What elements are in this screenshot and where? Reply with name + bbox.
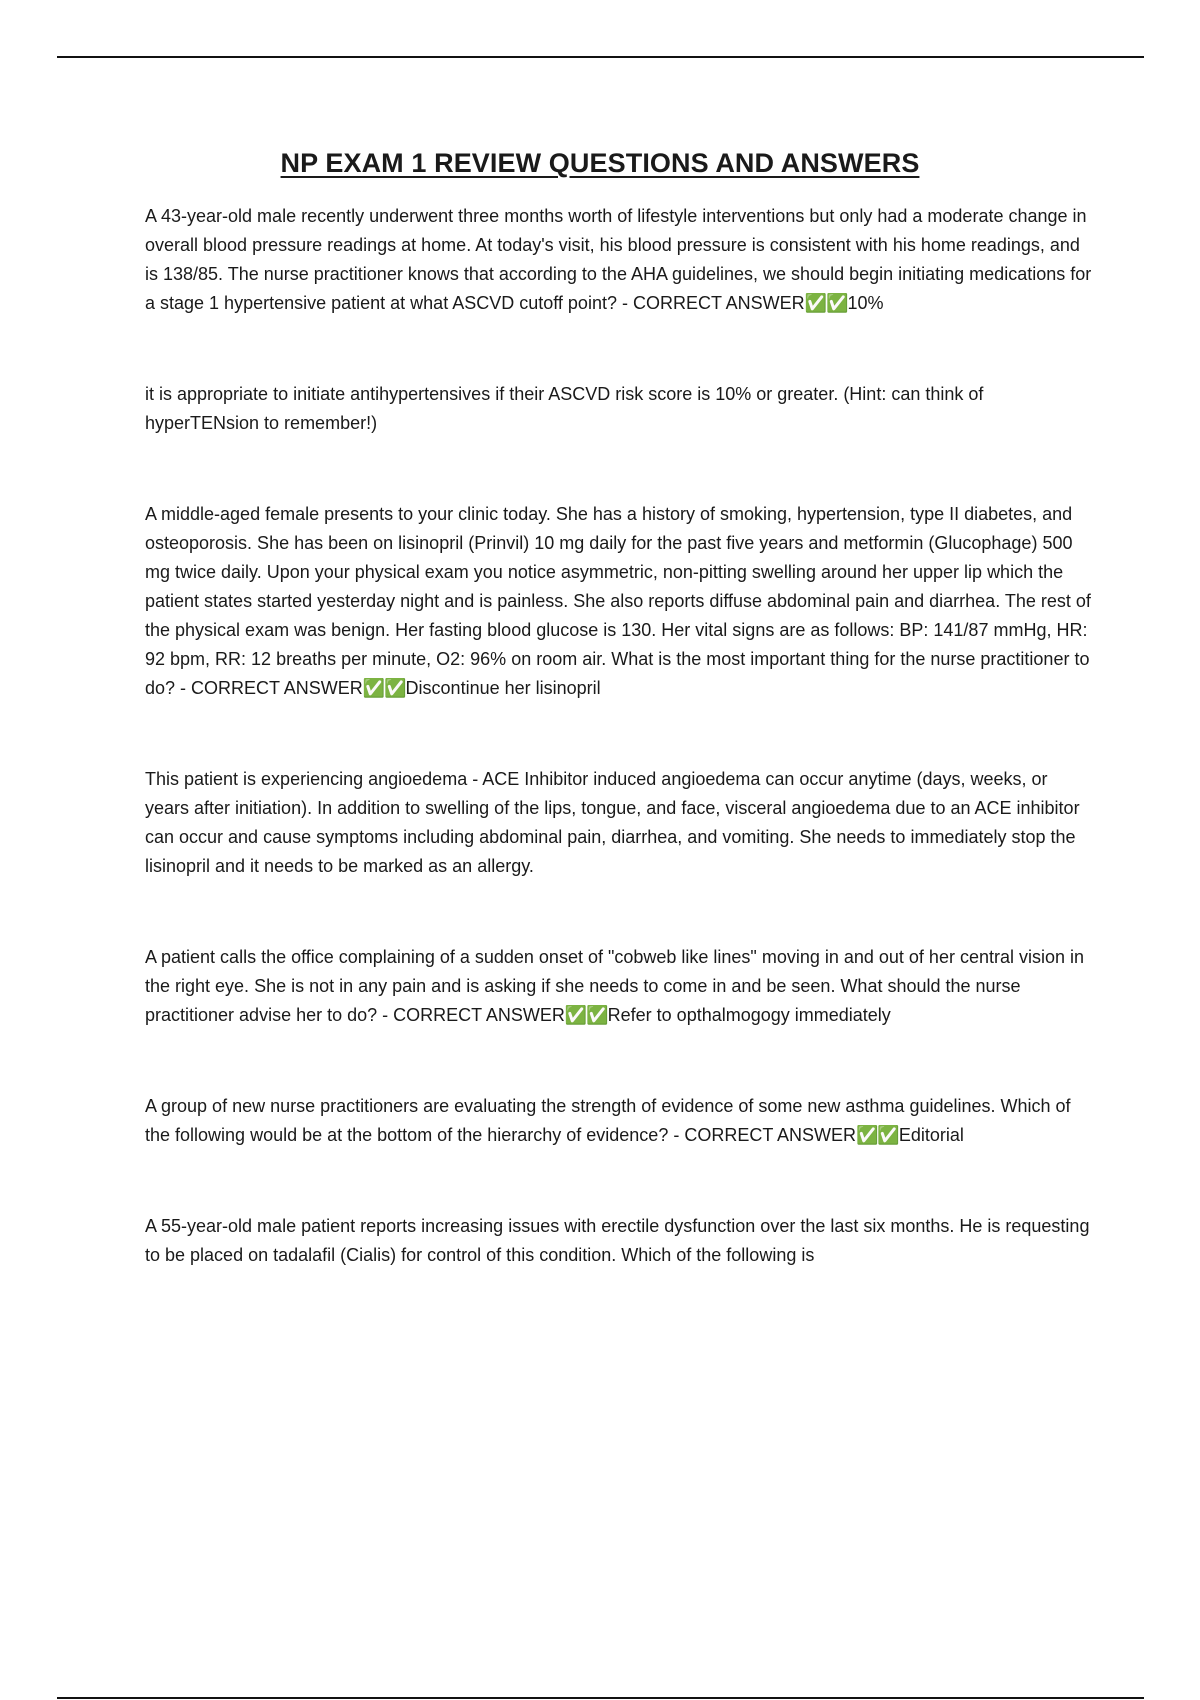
question-4-text: A group of new nurse practitioners are evaluating the strength of evidence of some new asthma guidelines. Which of the following would be at the bottom of the hierarchy of evidence? - CORRECT ANSWER <box>145 1096 1071 1145</box>
question-2-answer: Discontinue her lisinopril <box>405 678 601 698</box>
question-3-answer: Refer to opthalmogogy immediately <box>607 1005 891 1025</box>
explanation-2: This patient is experiencing angioedema - ACE Inhibitor induced angioedema can occur anytime (days, weeks, or years after initiation). In addition to swelling of the lips, tongue, and face, visceral angioedema due to an ACE inhibitor can occur and cause symptoms including abdominal pain, diarrhea, and vomiting. She needs to immediately stop the lisinopril and it needs to be marked as an allergy. <box>145 769 1080 876</box>
top-rule <box>57 56 1144 58</box>
page-title: NP EXAM 1 REVIEW QUESTIONS AND ANSWERS <box>280 148 920 178</box>
check-mark-icon: ✅✅ <box>564 1005 608 1025</box>
question-1-answer: 10% <box>847 293 884 313</box>
question-3 <box>145 943 1093 1030</box>
question-5-partial: A 55-year-old male patient reports increasing issues with erectile dysfunction over the last six months. He is requesting to be placed on tadalafil (Cialis) for control of this condition. Which of the following is <box>145 1216 1090 1265</box>
explanation-1: it is appropriate to initiate antihypertensives if their ASCVD risk score is 10% or greater. (Hint: can think of hyperTENsion to remember!) <box>145 384 984 433</box>
question-3-text: A patient calls the office complaining of a sudden onset of "cobweb like lines" moving in and out of her central vision in the right eye. She is not in any pain and is asking if she needs to come in and be seen. What should the nurse practitioner advise her to do? - CORRECT ANSWER <box>145 947 1085 1025</box>
document-body <box>145 202 1093 1270</box>
bottom-rule <box>57 1697 1144 1699</box>
check-mark-icon: ✅✅ <box>362 678 406 698</box>
question-4-answer: Editorial <box>898 1125 964 1145</box>
question-2-text: A middle-aged female presents to your clinic today. She has a history of smoking, hypertension, type II diabetes, and osteoporosis. She has been on lisinopril (Prinvil) 10 mg daily for the past five years and metformin (Glucophage) 500 mg twice daily. Upon your physical exam you notice asymmetric, non-pitting swelling around her upper lip which the patient states started yesterday night and is painless. She also reports diffuse abdominal pain and diarrhea. The rest of the physical exam was benign. Her fasting blood glucose is 130. Her vital signs are as follows: BP: 141/87 mmHg, HR: 92 bpm, RR: 12 breaths per minute, O2: 96% on room air. What is the most important thing for the nurse practitioner to do? - CORRECT ANSWER <box>145 504 1091 698</box>
check-mark-icon: ✅✅ <box>856 1125 899 1145</box>
question-4 <box>145 1092 1093 1150</box>
question-2 <box>145 500 1093 703</box>
question-1-text: A 43-year-old male recently underwent three months worth of lifestyle interventions but only had a moderate change in overall blood pressure readings at home. At today's visit, his blood pressure is consistent with his home readings, and is 138/85. The nurse practitioner knows that according to the AHA guidelines, we should begin initiating medications for a stage 1 hypertensive patient at what ASCVD cutoff point? - CORRECT ANSWER <box>145 206 1092 313</box>
check-mark-icon: ✅✅ <box>804 293 848 313</box>
question-1 <box>145 202 1093 318</box>
